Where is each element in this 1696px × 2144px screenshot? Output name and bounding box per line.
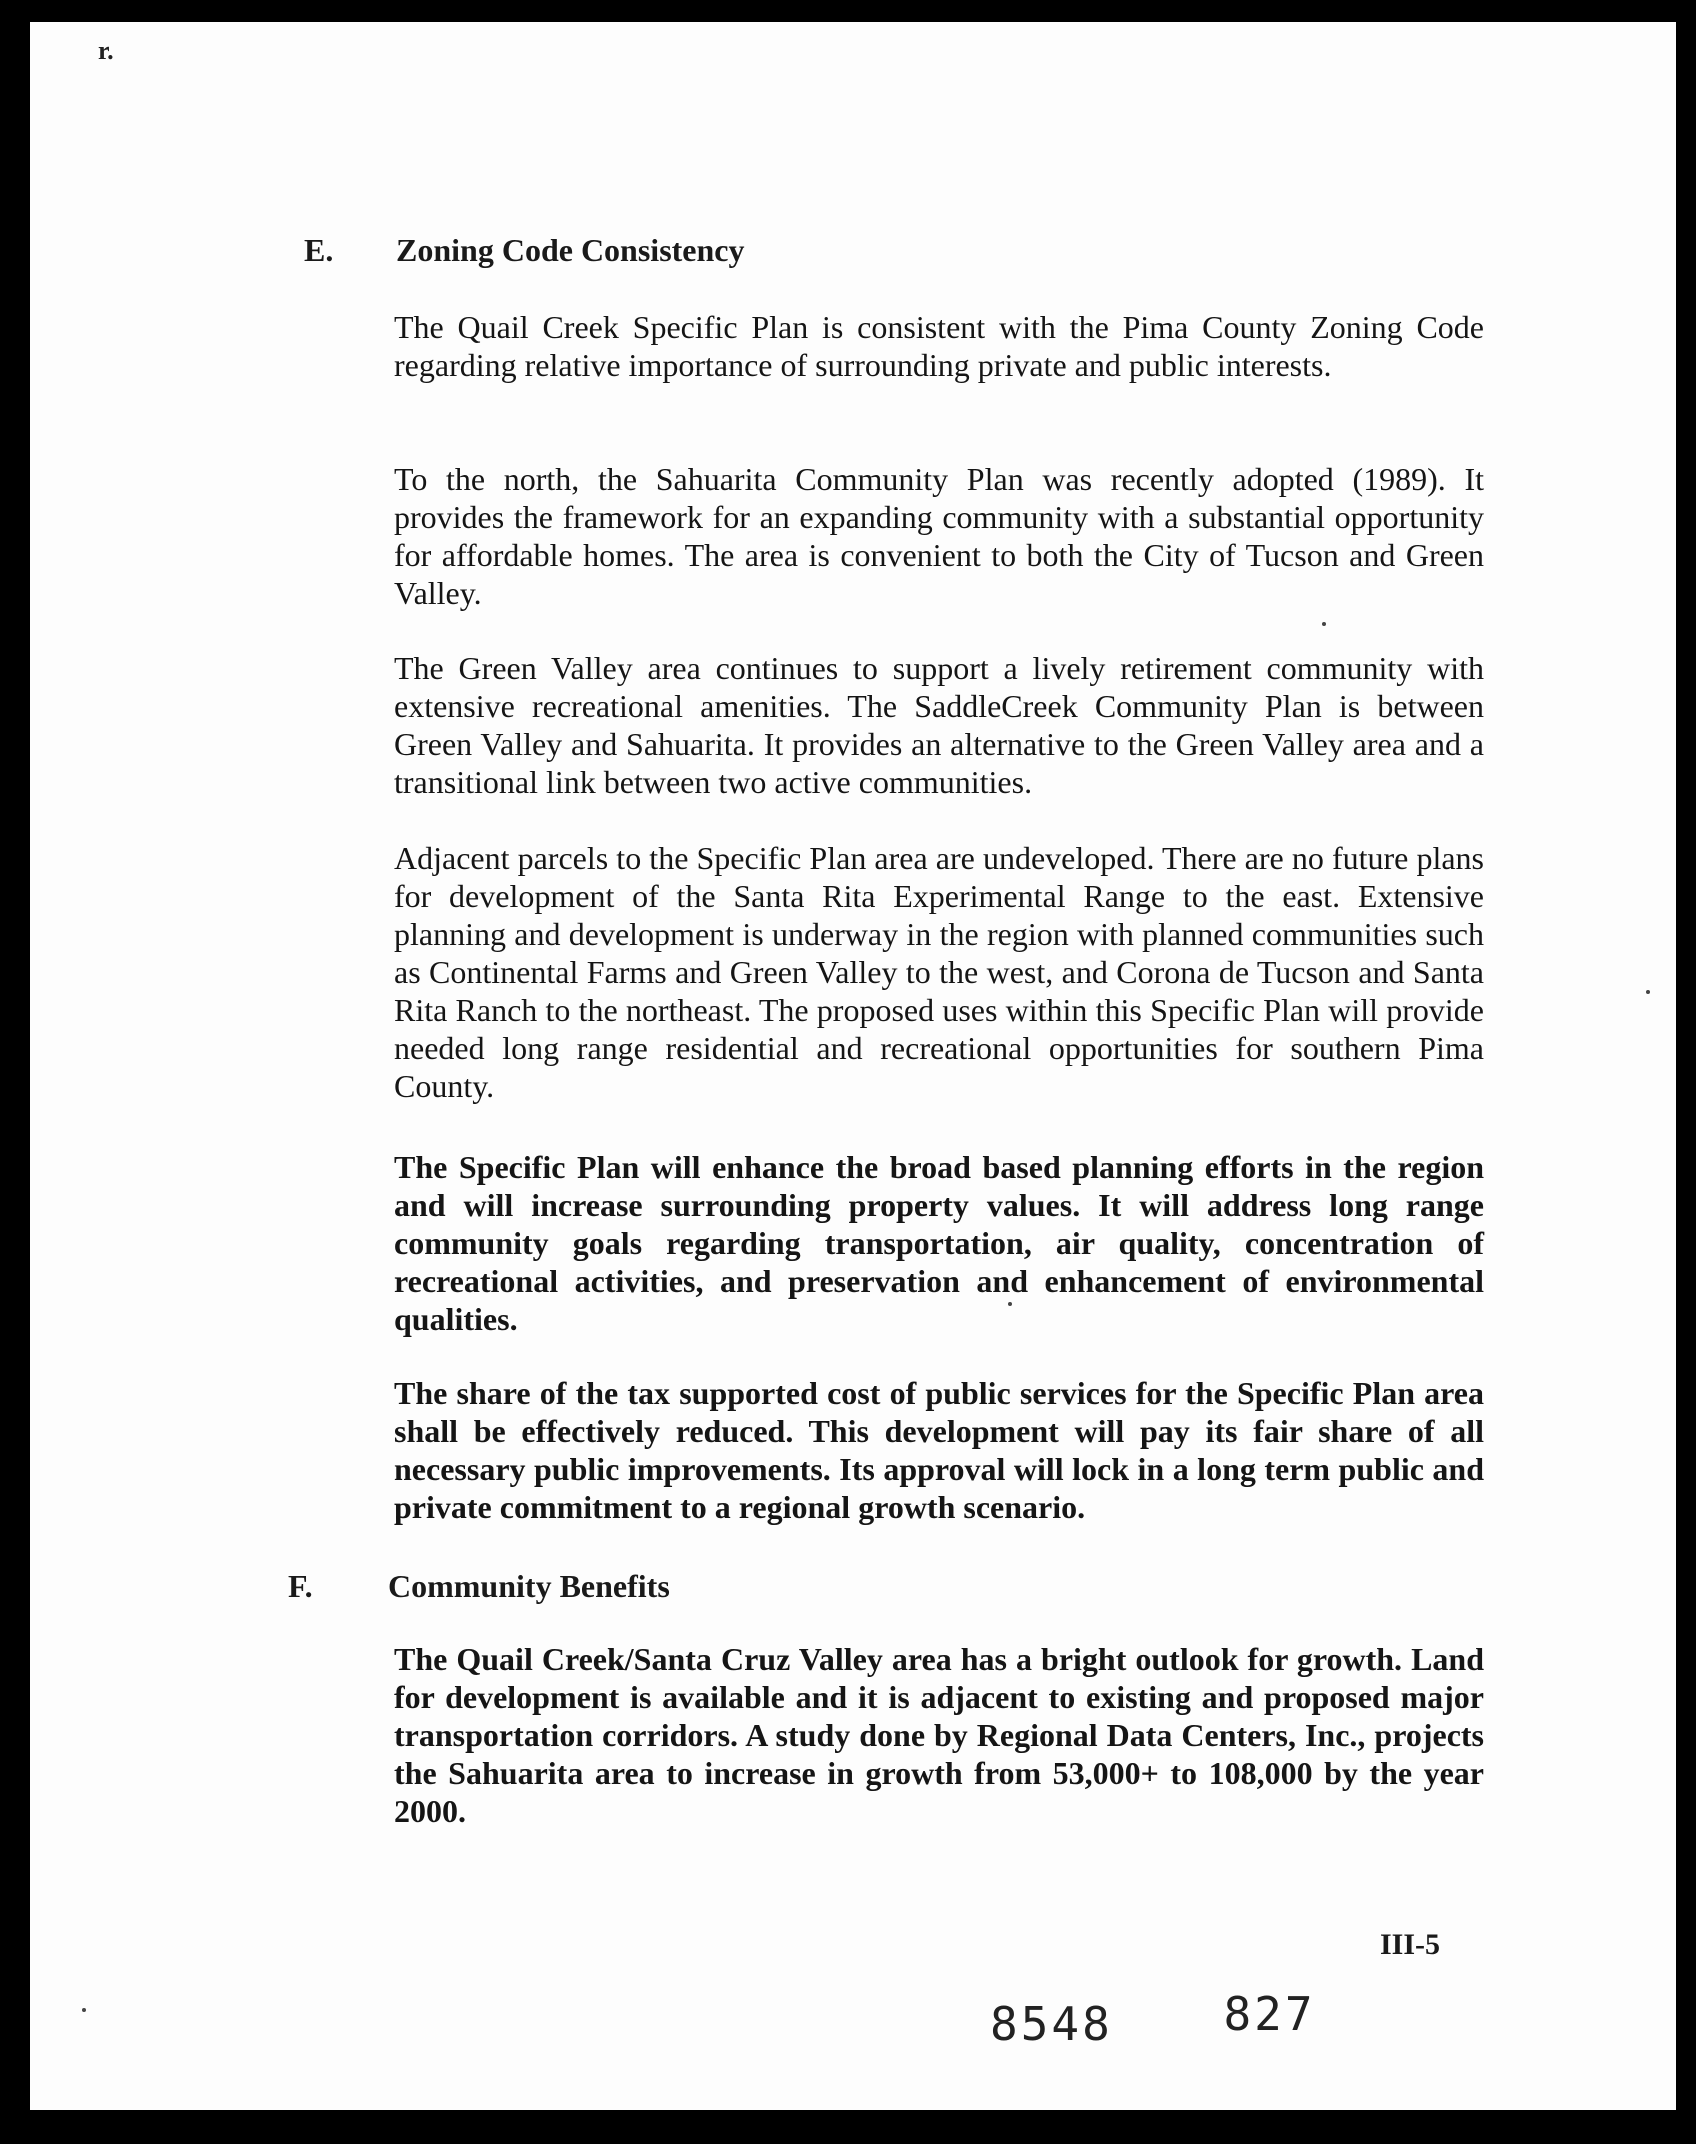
scan-speck [1008,1302,1012,1306]
corner-mark: r. [98,36,114,65]
section-e-paragraph-2: To the north, the Sahuarita Community Plan was recently adopted (1989). It provides the framework for an expanding community with a substantial opportunity for affordable homes. The area is convenient to both the City of Tucson and Green Valley. [394,461,1484,611]
section-e-paragraph-4: Adjacent parcels to the Specific Plan area are undeveloped. There are no future plans for development of the Santa Rita Experimental Range to the east. Extensive planning and development is underway in the region with planned communities such as Continental Farms and Green Valley to the west, and Corona de Tucson and Santa Rita Ranch to the northeast. The proposed uses within this Specific Plan will provide needed long range residential and recreational opportunities for southern Pima County. [394,840,1484,1104]
page-number: III-5 [1380,1928,1441,1961]
scan-speck [1322,622,1326,626]
section-e-letter: E. [304,232,334,268]
section-f-title: Community Benefits [388,1568,670,1604]
stamp-number-2: 827 [1223,1987,1316,2041]
section-e-title: Zoning Code Consistency [396,232,745,268]
section-f-letter: F. [288,1568,313,1604]
section-e-paragraph-5: The Specific Plan will enhance the broad based planning efforts in the region and will increase surrounding property values. It will address long range community goals regarding transportation, air quality, concentration of recreational activities, and preservation and enhancement of environmental qualities. [394,1149,1484,1337]
document-stamp [990,1987,1316,2051]
stamp-number-1: 8548 [990,1997,1113,2051]
document-page [30,22,1676,2110]
section-e-heading [304,232,745,269]
section-e-paragraph-1: The Quail Creek Specific Plan is consistent with the Pima County Zoning Code regarding relative importance of surrounding private and public interests. [394,309,1484,383]
section-e-paragraph-3: The Green Valley area continues to support a lively retirement community with extensive recreational amenities. The SaddleCreek Community Plan is between Green Valley and Sahuarita. It provides an alternative to the Green Valley area and a transitional link between two active communities. [394,650,1484,800]
scan-speck [82,2008,86,2012]
scan-speck [1646,990,1650,994]
section-e-paragraph-6: The share of the tax supported cost of public services for the Specific Plan area shall be effectively reduced. This development will pay its fair share of all necessary public improvements. Its approval will lock in a long term public and private commitment to a regional growth scenario. [394,1375,1484,1525]
section-f-paragraph-1: The Quail Creek/Santa Cruz Valley area has a bright outlook for growth. Land for development is available and it is adjacent to existing and proposed major transportation corridors. A study done by Regional Data Centers, Inc., projects the Sahuarita area to increase in growth from 53,000+ to 108,000 by the year 2000. [394,1641,1484,1829]
section-f-heading [288,1568,670,1605]
